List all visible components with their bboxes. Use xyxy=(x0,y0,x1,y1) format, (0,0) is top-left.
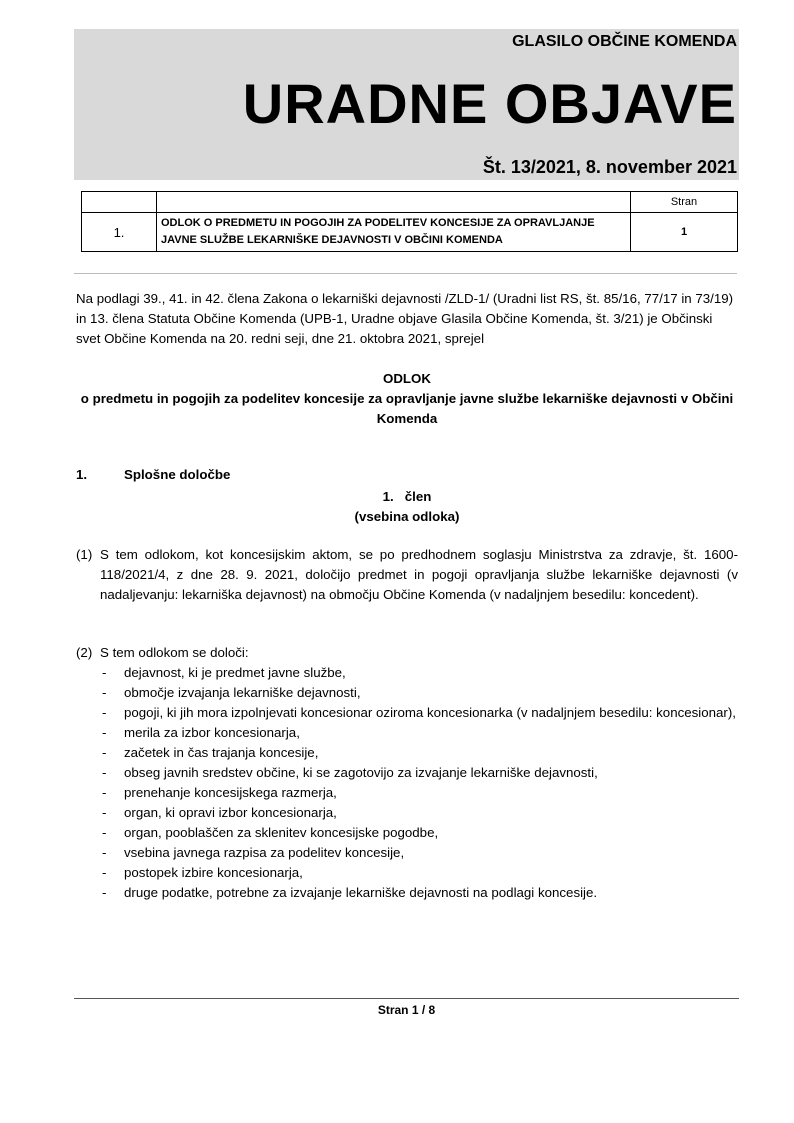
paragraph-text: S tem odlokom se določi: xyxy=(100,645,249,660)
list-item: - pogoji, ki jih mora izpolnjevati koncesionar oziroma koncesionarka (v nadaljnjem besedilu: koncesionar), xyxy=(100,703,738,723)
list-item: - organ, pooblaščen za sklenitev koncesijske pogodbe, xyxy=(100,823,738,843)
article-number: 1. xyxy=(382,489,394,504)
table-of-contents xyxy=(81,191,738,252)
paragraph xyxy=(76,545,738,605)
page-number: Stran 1 / 8 xyxy=(377,1003,436,1017)
paragraph-number: (2) xyxy=(76,645,93,660)
paragraph xyxy=(76,643,738,903)
list-item: - organ, ki opravi izbor koncesionarja, xyxy=(100,803,738,823)
list-item: - postopek izbire koncesionarja, xyxy=(100,863,738,883)
toc-row[interactable] xyxy=(82,213,738,252)
preamble: Na podlagi 39., 41. in 42. člena Zakona o lekarniški dejavnosti /ZLD-1/ (Uradni list RS, št. 85/16, 77/17 in 73/19) in 13. člena Statuta Občine Komenda (UPB-1, Uradne objave Glasila Občine Komenda, št. 3/21) je Občinski svet Občine Komenda na 20. redni seji, dne 21. oktobra 2021, sprejel xyxy=(76,291,734,346)
section-number: 1. xyxy=(76,467,88,482)
list-item: - začetek in čas trajanja koncesije, xyxy=(100,743,738,763)
toc-header-empty xyxy=(82,192,157,213)
list-item: - druge podatke, potrebne za izvajanje lekarniške dejavnosti na podlagi koncesije. xyxy=(100,883,738,903)
section-heading xyxy=(76,467,230,482)
decree-subject: o predmetu in pogojih za podelitev koncesije za opravljanje javne službe lekarniške dejavnosti v Občini Komenda xyxy=(80,391,734,426)
list-item: - dejavnost, ki je predmet javne službe, xyxy=(100,663,738,683)
gazette-name: GLASILO OBČINE KOMENDA xyxy=(512,33,737,50)
section-title: Splošne določbe xyxy=(124,467,231,482)
provision-list xyxy=(100,663,738,903)
list-item: - vsebina javnega razpisa za podelitev koncesije, xyxy=(100,843,738,863)
issue-info: Št. 13/2021, 8. november 2021 xyxy=(482,157,737,177)
list-item: - območje izvajanja lekarniške dejavnosti, xyxy=(100,683,738,703)
paragraph-text: S tem odlokom, kot koncesijskim aktom, se po predhodnem soglasju Ministrstva za zdravje, št. 1600-118/2021/4, z dne 28. 9. 2021, določijo predmet in pogoji opravljanja službe lekarniške dejavnosti (v nadaljevanju: lekarniška dejavnost) na območju Občine Komenda (v nadaljnjem besedilu: koncedent). xyxy=(100,547,738,602)
toc-item-title[interactable]: ODLOK O PREDMETU IN POGOJIH ZA PODELITEV KONCESIJE ZA OPRAVLJANJE JAVNE SLUŽBE LEKARNIŠKE DEJAVNOSTI V OBČINI KOMENDA xyxy=(157,213,631,252)
toc-header-row xyxy=(82,192,738,213)
footer-divider xyxy=(74,998,739,999)
list-item: - prenehanje koncesijskega razmerja, xyxy=(100,783,738,803)
toc-item-number: 1. xyxy=(82,213,157,252)
divider xyxy=(74,273,737,274)
article-heading xyxy=(76,487,738,507)
paragraph-number: (1) xyxy=(76,547,93,562)
list-item: - obseg javnih sredstev občine, ki se zagotovijo za izvajanje lekarniške dejavnosti, xyxy=(100,763,738,783)
gazette-header xyxy=(74,29,739,180)
decree-word: ODLOK xyxy=(382,371,431,386)
list-item: - merila za izbor koncesionarja, xyxy=(100,723,738,743)
article-word: člen xyxy=(404,489,432,504)
publication-title: URADNE OBJAVE xyxy=(242,72,737,135)
toc-item-page: 1 xyxy=(631,213,738,252)
toc-header-empty xyxy=(157,192,631,213)
toc-page-header: Stran xyxy=(631,192,738,213)
article-title: (vsebina odloka) xyxy=(354,509,460,524)
